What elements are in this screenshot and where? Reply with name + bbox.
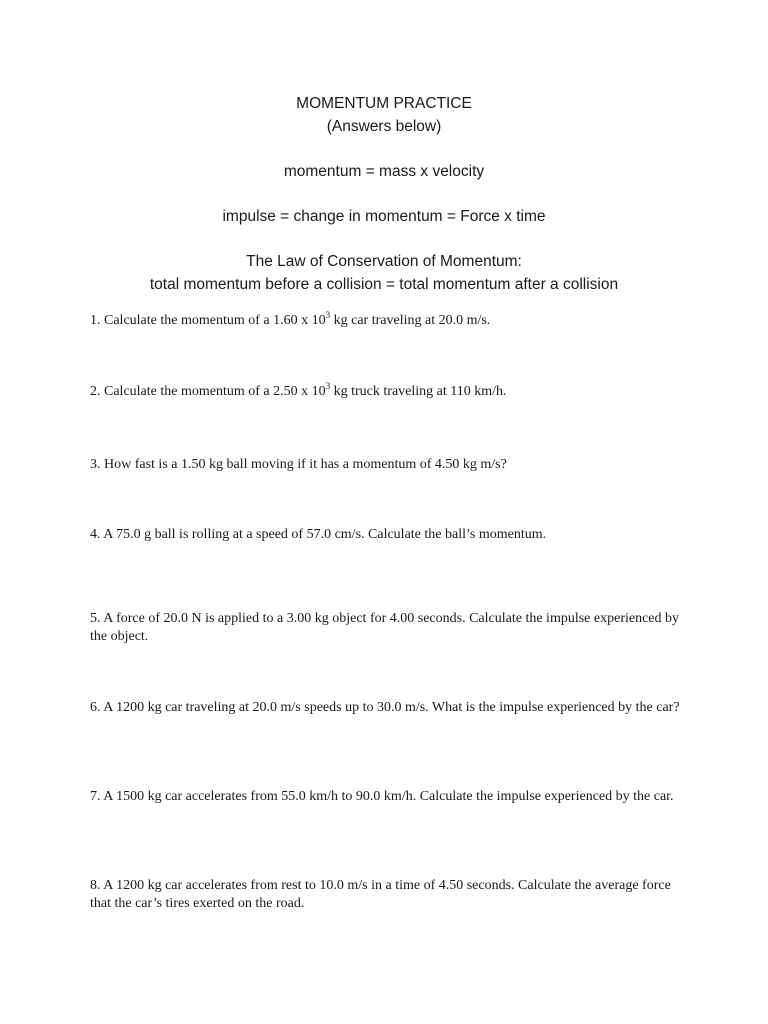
page-subtitle: (Answers below) xyxy=(326,118,442,135)
question-6: 6. A 1200 kg car traveling at 20.0 m/s speeds up to 30.0 m/s. What is the impulse experienced by the car? xyxy=(90,700,680,715)
question-2: 2. Calculate the momentum of a 2.50 x $10^3$ kg truck traveling at 110 km/h. xyxy=(90,381,507,399)
conservation-law-statement: total momentum before a collision = total momentum after a collision xyxy=(149,276,619,293)
question-1: 1. Calculate the momentum of a 1.60 x $10^3$ kg car traveling at 20.0 m/s. xyxy=(90,310,491,328)
page-title: MOMENTUM PRACTICE xyxy=(296,95,472,112)
momentum-formula: momentum = mass x velocity xyxy=(283,163,485,180)
question-8: 8. A 1200 kg car accelerates from rest to 10.0 m/s in a time of 4.50 seconds. Calculate the average force that the car’s tires exerted on the road. xyxy=(90,878,671,911)
conservation-law-title: The Law of Conservation of Momentum: xyxy=(246,253,522,270)
worksheet-header xyxy=(0,92,768,296)
question-7: 7. A 1500 kg car accelerates from 55.0 km/h to 90.0 km/h. Calculate the impulse experienced by the car. xyxy=(90,789,674,804)
question-3: 3. How fast is a 1.50 kg ball moving if it has a momentum of 4.50 kg m/s? xyxy=(90,457,507,472)
question-4: 4. A 75.0 g ball is rolling at a speed of 57.0 cm/s. Calculate the ball’s momentum. xyxy=(90,527,547,542)
question-5: 5. A force of 20.0 N is applied to a 3.00 kg object for 4.00 seconds. Calculate the impulse experienced by the object. xyxy=(90,611,680,644)
impulse-formula: impulse = change in momentum = Force x time xyxy=(222,208,546,225)
